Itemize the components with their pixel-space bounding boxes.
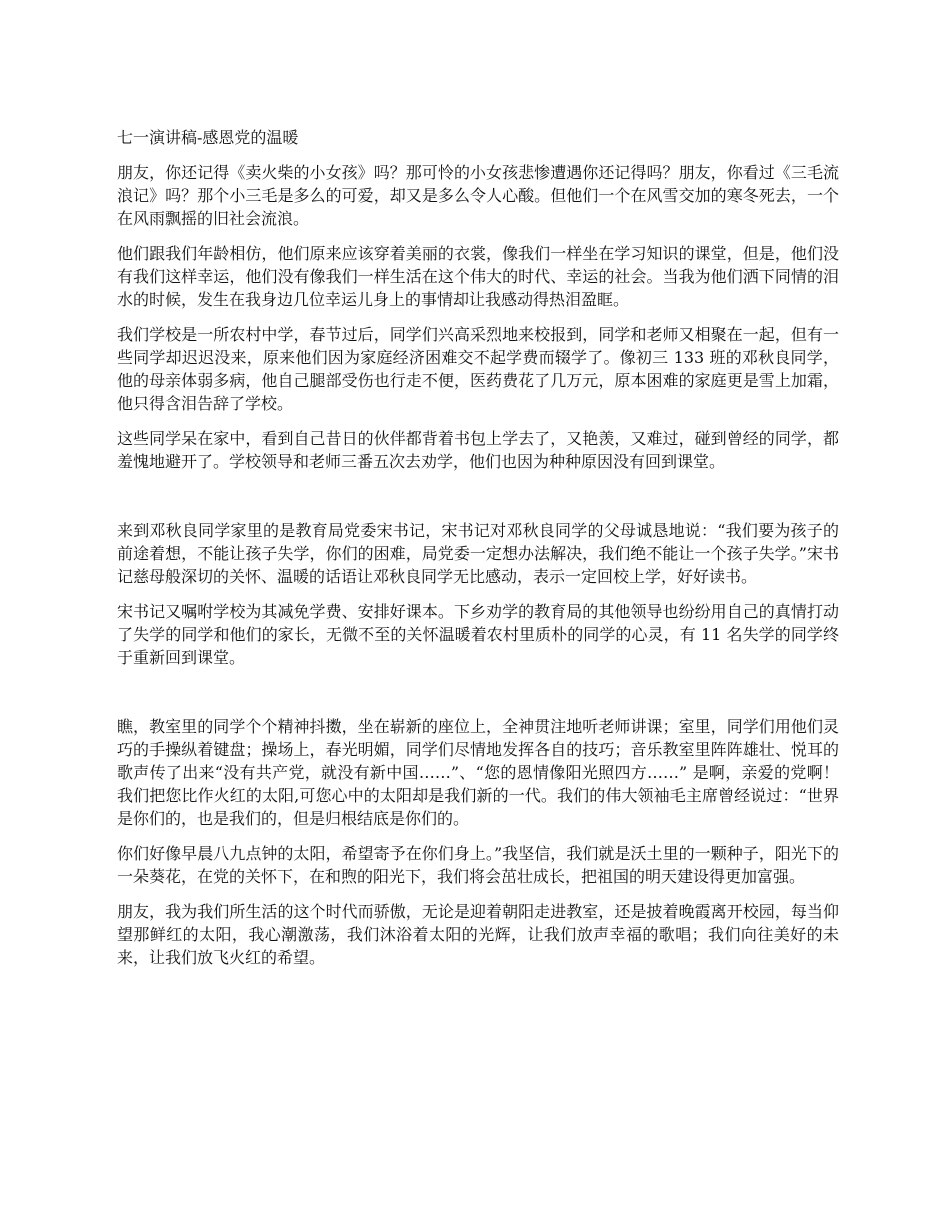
paragraph-7: 瞧，教室里的同学个个精神抖擞，坐在崭新的座位上，全神贯注地听老师讲课；室里，同学们用他们灵巧的手操纵着键盘；操场上，春光明媚，同学们尽情地发挥各自的技巧；音乐教室里阵阵雄壮、悦耳的歌声传了出来“没有共产党，就没有新中国……”、“您的恩情像阳光照四方……” 是啊，亲爱的党啊！我们把您比作火红的太阳,可您心中的太阳却是我们新的一代。我们的伟大领袖毛主席曾经说过：“世界是你们的，也是我们的，但是归根结底是你们的。 [117,717,839,828]
paragraph-4: 这些同学呆在家中，看到自己昔日的伙伴都背着书包上学去了，又艳羡，又难过，碰到曾经的同学，都羞愧地避开了。学校领导和老师三番五次去劝学，他们也因为种种原因没有回到课堂。 [117,429,839,471]
paragraph-3: 我们学校是一所农村中学，春节过后，同学们兴高采烈地来校报到，同学和老师又相聚在一起，但有一些同学却迟迟没来，原来他们因为家庭经济困难交不起学费而辍学了。像初三 133 班的邓秋良同学，他的母亲体弱多病，他自己腿部受伤也行走不便，医药费花了几万元，原本困难的家庭更是雪上加霜，他只得含泪告辞了学校。 [117,325,839,413]
paragraph-2: 他们跟我们年龄相仿，他们原来应该穿着美丽的衣裳，像我们一样坐在学习知识的课堂，但是，他们没有我们这样幸运，他们没有像我们一样生活在这个伟大的时代、幸运的社会。当我为他们洒下同情的泪水的时候，发生在我身边几位幸运儿身上的事情却让我感动得热泪盈眶。 [117,244,839,309]
paragraph-1: 朋友，你还记得《卖火柴的小女孩》吗？那可怜的小女孩悲惨遭遇你还记得吗？朋友，你看过《三毛流浪记》吗？那个小三毛是多么的可爱，却又是多么令人心酸。但他们一个在风雪交加的寒冬死去，一个在风雨飘摇的旧社会流浪。 [117,163,839,228]
document-page [117,126,839,981]
paragraph-9: 朋友，我为我们所生活的这个时代而骄傲，无论是迎着朝阳走进教室，还是披着晚霞离开校园，每当仰望那鲜红的太阳，我心潮激荡，我们沐浴着太阳的光辉，让我们放声幸福的歌唱；我们向往美好的未来，让我们放飞火红的希望。 [117,902,839,967]
document-title: 七一演讲稿-感恩党的温暖 [117,128,299,147]
paragraph-6: 宋书记又嘱咐学校为其减免学费、安排好课本。下乡劝学的教育局的其他领导也纷纷用自己的真情打动了失学的同学和他们的家长，无微不至的关怀温暖着农村里质朴的同学的心灵，有 11 名失学的同学终于重新回到课堂。 [117,602,839,667]
paragraph-5: 来到邓秋良同学家里的是教育局党委宋书记，宋书记对邓秋良同学的父母诚恳地说：“我们要为孩子的前途着想，不能让孩子失学，你们的困难，局党委一定想办法解决，我们绝不能让一个孩子失学。”宋书记慈母般深切的关怀、温暖的话语让邓秋良同学无比感动，表示一定回校上学，好好读书。 [117,521,839,586]
paragraph-8: 你们好像早晨八九点钟的太阳，希望寄予在你们身上。”我坚信，我们就是沃土里的一颗种子，阳光下的一朵葵花，在党的关怀下，在和煦的阳光下，我们将会茁壮成长，把祖国的明天建设得更加富强。 [117,844,839,886]
